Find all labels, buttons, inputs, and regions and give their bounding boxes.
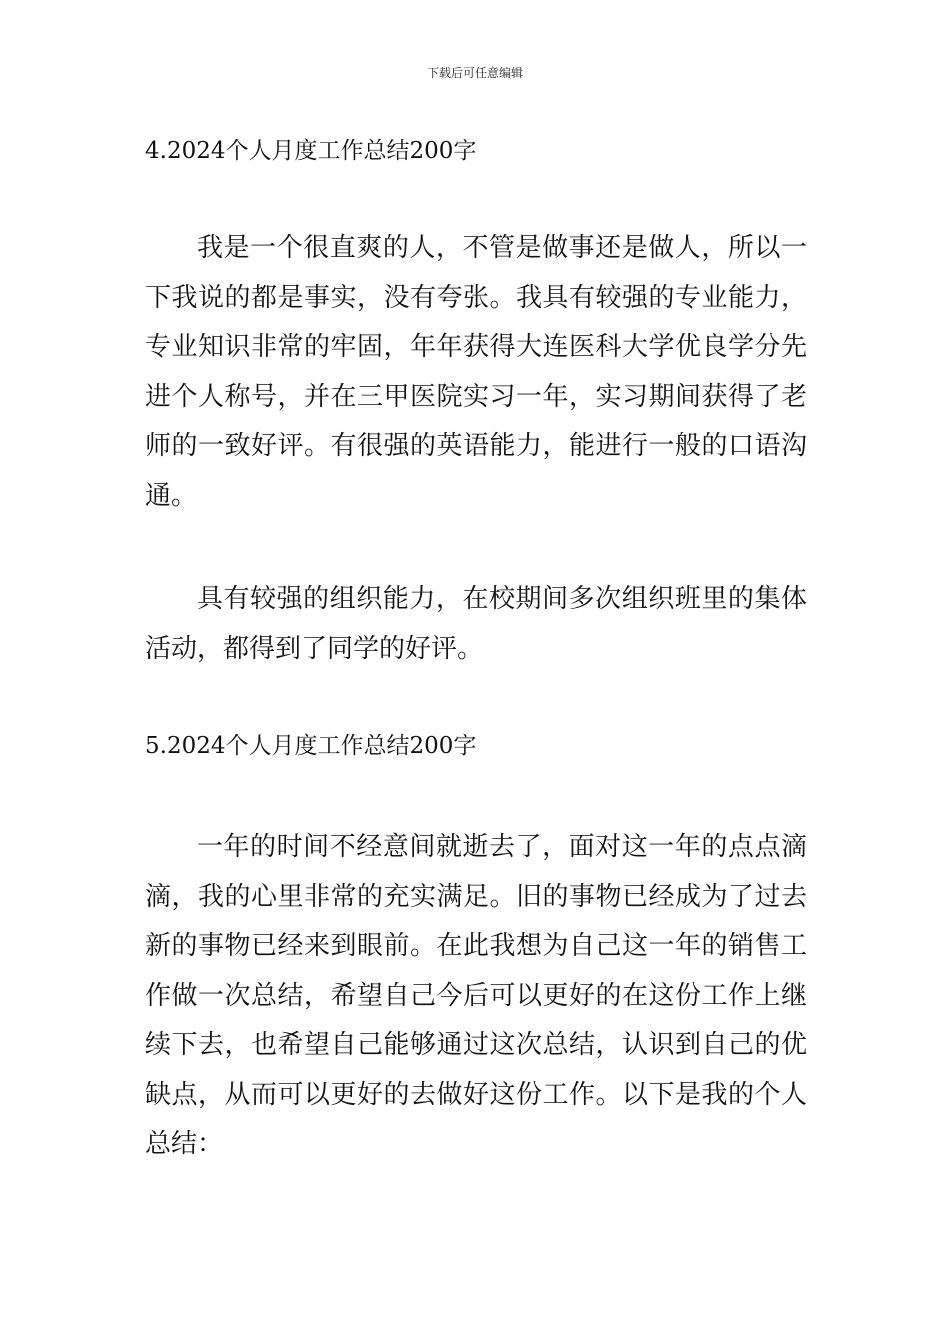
paragraph: 具有较强的组织能力，在校期间多次组织班里的集体活动，都得到了同学的好评。 xyxy=(145,584,807,664)
paragraph: 我是一个很直爽的人，不管是做事还是做人，所以一下我说的都是事实，没有夸张。我具有较强的专业能力，专业知识非常的牢固，年年获得大连医科大学优良学分先进个人称号，并在三甲医院实习一年，实习期间获得了老师的一致好评。有很强的英语能力，能进行一般的口语沟通。 xyxy=(145,233,807,511)
section-heading: 4.2024个人月度工作总结200字 xyxy=(145,138,477,164)
paragraph: 一年的时间不经意间就逝去了，面对这一年的点点滴滴，我的心里非常的充实满足。旧的事物已经成为了过去新的事物已经来到眼前。在此我想为自己这一年的销售工作做一次总结，希望自己今后可以更好的在这份工作上继续下去，也希望自己能够通过这次总结，认识到自己的优缺点，从而可以更好的去做好这份工作。以下是我的个人总结： xyxy=(145,832,807,1159)
header-note: 下载后可任意编辑 xyxy=(426,66,523,80)
section-heading: 5.2024个人月度工作总结200字 xyxy=(145,733,477,759)
